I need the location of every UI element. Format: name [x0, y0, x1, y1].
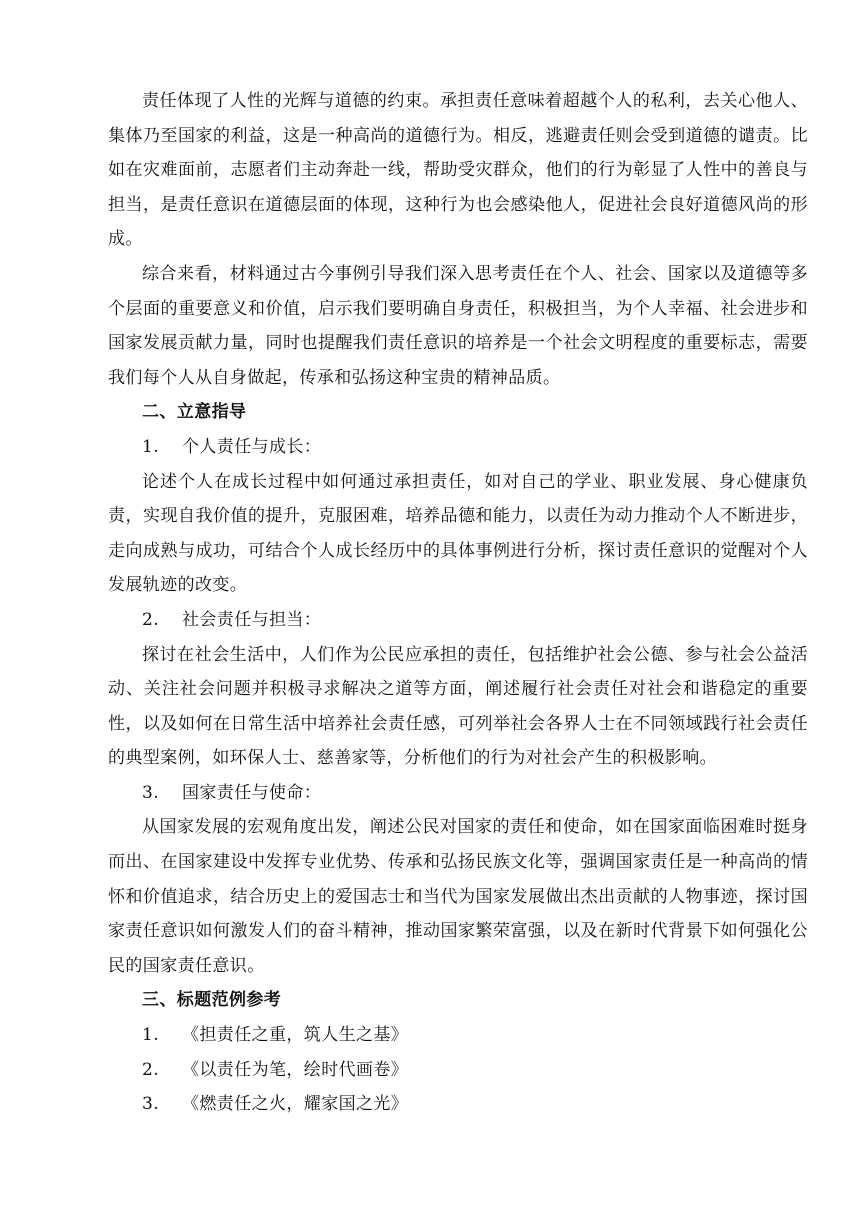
title-example-3 — [108, 1087, 808, 1122]
guidance-item-3-title — [108, 776, 808, 811]
title-example-text: 《以责任为笔，绘时代画卷》 — [182, 1059, 409, 1080]
section-heading-title-examples: 三、标题范例参考 — [142, 990, 282, 1011]
guidance-item-3-body: 从国家发展的宏观角度出发，阐述公民对国家的责任和使命，如在国家面临困难时挺身而出、在国家建设中发挥专业优势、传承和弘扬民族文化等，强调国家责任是一种高尚的情怀和价值追求，结合历史上的爱国志士和当代为国家发展做出杰出贡献的人物事迹，探讨国家责任意识如何激发人们的奋斗精神，推动国家繁荣富强，以及在新时代背景下如何强化公民的国家责任意识。 — [108, 817, 808, 976]
list-number: 2. — [142, 609, 160, 630]
list-number: 1. — [142, 436, 160, 457]
title-example-1 — [108, 1018, 808, 1053]
paragraph-morality: 责任体现了人性的光辉与道德的约束。承担责任意味着超越个人的私利，去关心他人、集体乃至国家的利益，这是一种高尚的道德行为。相反，逃避责任则会受到道德的谴责。比如在灾难面前，志愿者们主动奔赴一线，帮助受灾群众，他们的行为彰显了人性中的善良与担当，是责任意识在道德层面的体现，这种行为也会感染他人，促进社会良好道德风尚的形成。 — [108, 91, 808, 250]
guidance-item-1-body: 论述个人在成长过程中如何通过承担责任，如对自己的学业、职业发展、身心健康负责，实现自我价值的提升，克服困难，培养品德和能力，以责任为动力推动个人不断进步，走向成熟与成功，可结合个人成长经历中的具体事例进行分析，探讨责任意识的觉醒对个人发展轨迹的改变。 — [108, 471, 808, 596]
guidance-item-2-body: 探讨在社会生活中，人们作为公民应承担的责任，包括维护社会公德、参与社会公益活动、关注社会问题并积极寻求解决之道等方面，阐述履行社会责任对社会和谐稳定的重要性，以及如何在日常生活中培养社会责任感，可列举社会各界人士在不同领域践行社会责任的典型案例，如环保人士、慈善家等，分析他们的行为对社会产生的积极影响。 — [108, 644, 808, 769]
paragraph-summary: 综合来看，材料通过古今事例引导我们深入思考责任在个人、社会、国家以及道德等多个层面的重要意义和价值，启示我们要明确自身责任，积极担当，为个人幸福、社会进步和国家发展贡献力量，同时也提醒我们责任意识的培养是一个社会文明程度的重要标志，需要我们每个人从自身做起，传承和弘扬这种宝贵的精神品质。 — [108, 263, 808, 388]
document-page — [108, 84, 808, 1122]
guidance-title: 国家责任与使命： — [182, 782, 322, 803]
list-number: 3. — [142, 1094, 160, 1115]
section-heading-theme-guidance: 二、立意指导 — [142, 402, 247, 423]
guidance-title: 个人责任与成长： — [182, 436, 322, 457]
title-example-text: 《担责任之重，筑人生之基》 — [182, 1025, 409, 1046]
title-example-2 — [108, 1053, 808, 1088]
list-number: 3. — [142, 782, 160, 803]
list-number: 1. — [142, 1025, 160, 1046]
guidance-title: 社会责任与担当： — [182, 609, 322, 630]
guidance-item-2-title — [108, 603, 808, 638]
guidance-item-1-title — [108, 430, 808, 465]
title-example-text: 《燃责任之火，耀家国之光》 — [182, 1094, 409, 1115]
list-number: 2. — [142, 1059, 160, 1080]
